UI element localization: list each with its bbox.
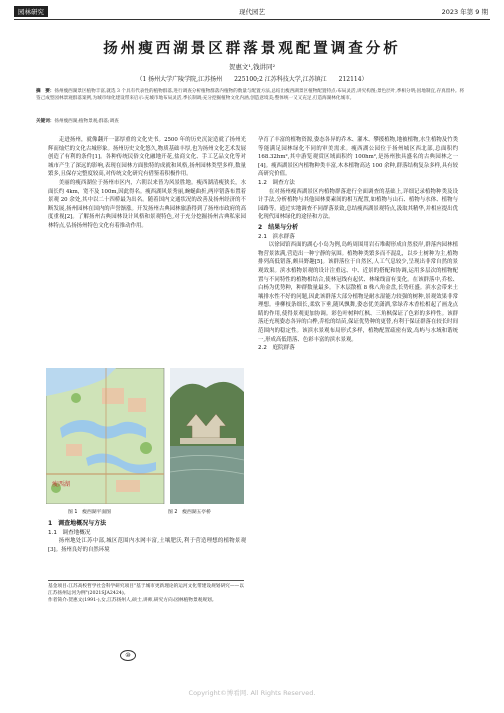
copyright-watermark: Copyright©博看网. All Rights Reserved. — [188, 689, 316, 697]
fund-note: 基金项目:江苏高校哲学社会科学研究项目"基于城市更新理论的运河文化带建设规划研究——以江苏扬州运河为例"(2021SJA2424)。 — [48, 584, 244, 596]
keywords — [36, 118, 468, 124]
figure-1-map — [46, 368, 164, 504]
article-authors: 贺惠文¹,钱讲同² — [228, 63, 276, 71]
page-number: ⑩ — [120, 650, 136, 661]
author-note: 作者简介:贺惠文(1991-),女,江苏扬州人,硕士,讲师,研究方向:园林植物景观规划。 — [48, 597, 217, 603]
footnote — [48, 580, 244, 604]
figure-2-caption: 图 2 瘦西湖五亭桥 — [168, 510, 211, 515]
intro-paragraph-2: 美丽的瘦西湖位于扬州市区内，六朝以来皆为风景胜地。瘦西湖清瘦狭长，水面长约 4km，宽不及 100m,因此得名。瘦西湖风景秀丽,蜿蜒曲折,两岸错落布置着景观 20 余处,其中以二十四桥最为出名。随着国内文通状况的改善及扬州经济的不断发展,扬州园林在国内的声誉渐涨。开发扬州古典园林旅游得到了扬州市政府的高度重视[2]。了解扬州古典园林设计风格和景观特色,对于充分挖掘扬州古典私家园林特点,弘扬扬州特色文化有着推动作用。 — [48, 179, 246, 229]
issue-label: 2023 年第 9 期 — [441, 8, 488, 16]
figure-images — [46, 368, 244, 504]
section-2-2-heading: 2.2 庭院群落 — [258, 345, 295, 352]
intro-paragraph-1: 走进扬州，就像翻开一部厚重的文化史书。2500 年的历史沉淀造就了扬州光辉而灿烂的文化古城形象。扬州历史文化悠久,物质基础丰厚,也为扬州文化艺术发展创造了有利的条件[1]。各种传统民俗文化融地开花,盐商文化、手工艺品文化等对城市产生了深远的影响,表现在园林方面独特的成就和风格,扬州园林类型多样,数量繁多,且保存完整度较高,对传统文化研究有借鉴着积极作用。 — [48, 137, 246, 178]
section-1-heading: 1 调查地概况与方法 — [48, 520, 107, 527]
header-rule — [14, 19, 490, 20]
section-tag: 园林研究 — [14, 6, 48, 17]
section-1-2-heading: 1.2 调查方法 — [258, 179, 295, 186]
left-column-bottom — [48, 518, 246, 554]
keywords-label: 关键词： — [36, 119, 55, 124]
figure-1-caption: 图 1 瘦西湖平面图 — [68, 510, 111, 515]
article-title: 扬州瘦西湖景区群落景观配置调查分析 — [103, 41, 401, 57]
right-column — [258, 136, 458, 353]
section-2-heading: 2 结果与分析 — [258, 223, 299, 231]
left-column-top — [48, 136, 246, 231]
abstract — [36, 88, 468, 103]
keywords-text: 扬州瘦西湖;植物景观;群落;调查 — [54, 119, 119, 124]
section-1-1-heading: 1.1 调查地概况 — [48, 529, 91, 536]
right-paragraph-3: 以徐园馆西面的湖心小岛为例,岛屿周围用岩石堆砌形成自然驳岸,群落内园林植物营景浓满,营造出一种宁静的氛围。植物种类繁多而不混乱，以乡土树种为主,植物排列高低错落,颇具野趣[5]。该群落位于自然区,人工气息较少,呈现出非常自然的景观效果。滨水植物景观的设计注重远、中、近景的搭配和协调,运用多层次的植物配置与不同特性的植物相结合,使林冠线有起伏、林缘线富有变化。在该群落中,乔松、白杨为优势种，种群数量最多。下木层散植 8 株八角金盘,长势旺盛。滨水会带来土壤排水性不好的问题,因此该群落大部分植物是耐水湿能力较强的树种,景观效果非常理想。垂柳枝条细长,柔软下垂,随风飘舞,姿态优美潇洒,常绿乔木香松相起了画龙点睛的作用,使得景观更加协调。彩色叶树种红枫、三角枫保证了色彩的多样性。该群落还充现姿态各异的白桦,乔松的结苗,保证优势种的更替,有利于保证群落在较长时间范围内的稳定性。该滨水景观布局形式多样，植物配置疏密有致,岛屿与水域和谐统一,形成高低错落、色彩丰富的滨水景观。 — [258, 242, 458, 343]
running-header — [0, 0, 504, 22]
map-label: 瘦西湖 — [52, 481, 71, 488]
section-2-1-heading: 2.1 滨水群落 — [258, 233, 295, 240]
article-affiliations: （1 扬州大学广陵学院,江苏扬州 225100;2 江苏科技大学,江苏镇江 212114） — [136, 76, 368, 83]
right-paragraph-1: 孕育了丰富的植物资源,姿态各异的乔木、灌木、攀援植物,地被植物,水生植物及竹类等能满足园林绿化不同的审美需求。瘦西湖公园位于扬州城区西北部,总面积约 168.32hm²,其中游览观赏区域面积约 100hm²,是扬州独具盛名的古典园林之一[4]。瘦西湖景区内植物种类丰富,木本植物高达 100 余种,群落结构复杂多样,具有较高研究价值。 — [258, 137, 458, 178]
figures — [46, 368, 244, 504]
journal-name: 现代园艺 — [239, 8, 265, 16]
right-paragraph-2: 在对扬州瘦西湖景区内植物群落进行全面调查的基础上,详细记录植物种类及设计手法,分析植物与其他园林要素间的相互配置,如植物与山石、植物与水体、植物与园路等。通过实地调查不同群落景致,总结瘦西湖景观特点,汲取其精华,并相应提出优化现代园林绿化的途径和方法。 — [258, 188, 458, 221]
abstract-text: 扬州瘦西湖景区植物丰富,就选 3 个具有代表性的植物群落,进行调查分析植物群落内植物的数量与配置方法,总结出瘦西湖景区植物配置特点:布局灵活,讲究构图;景色层叶,季相分明;因地制宜,存真留朴。将签己成型园林景观群落案例,为城市绿化建设带来启示:充城市地布局灵活,季长制调;充分挖掘植物文化内涵,创造意境美;整体统一又又充足,打造海湖林化城市。 — [36, 89, 465, 102]
abstract-label: 摘 要： — [36, 89, 55, 94]
section-1-1-paragraph: 扬州地处江苏中部,城区范围内水网丰富,土壤肥沃,利于营造理想的植物景观[3]。扬州良好的自然环境 — [48, 538, 246, 553]
figure-2-photo — [170, 368, 244, 504]
